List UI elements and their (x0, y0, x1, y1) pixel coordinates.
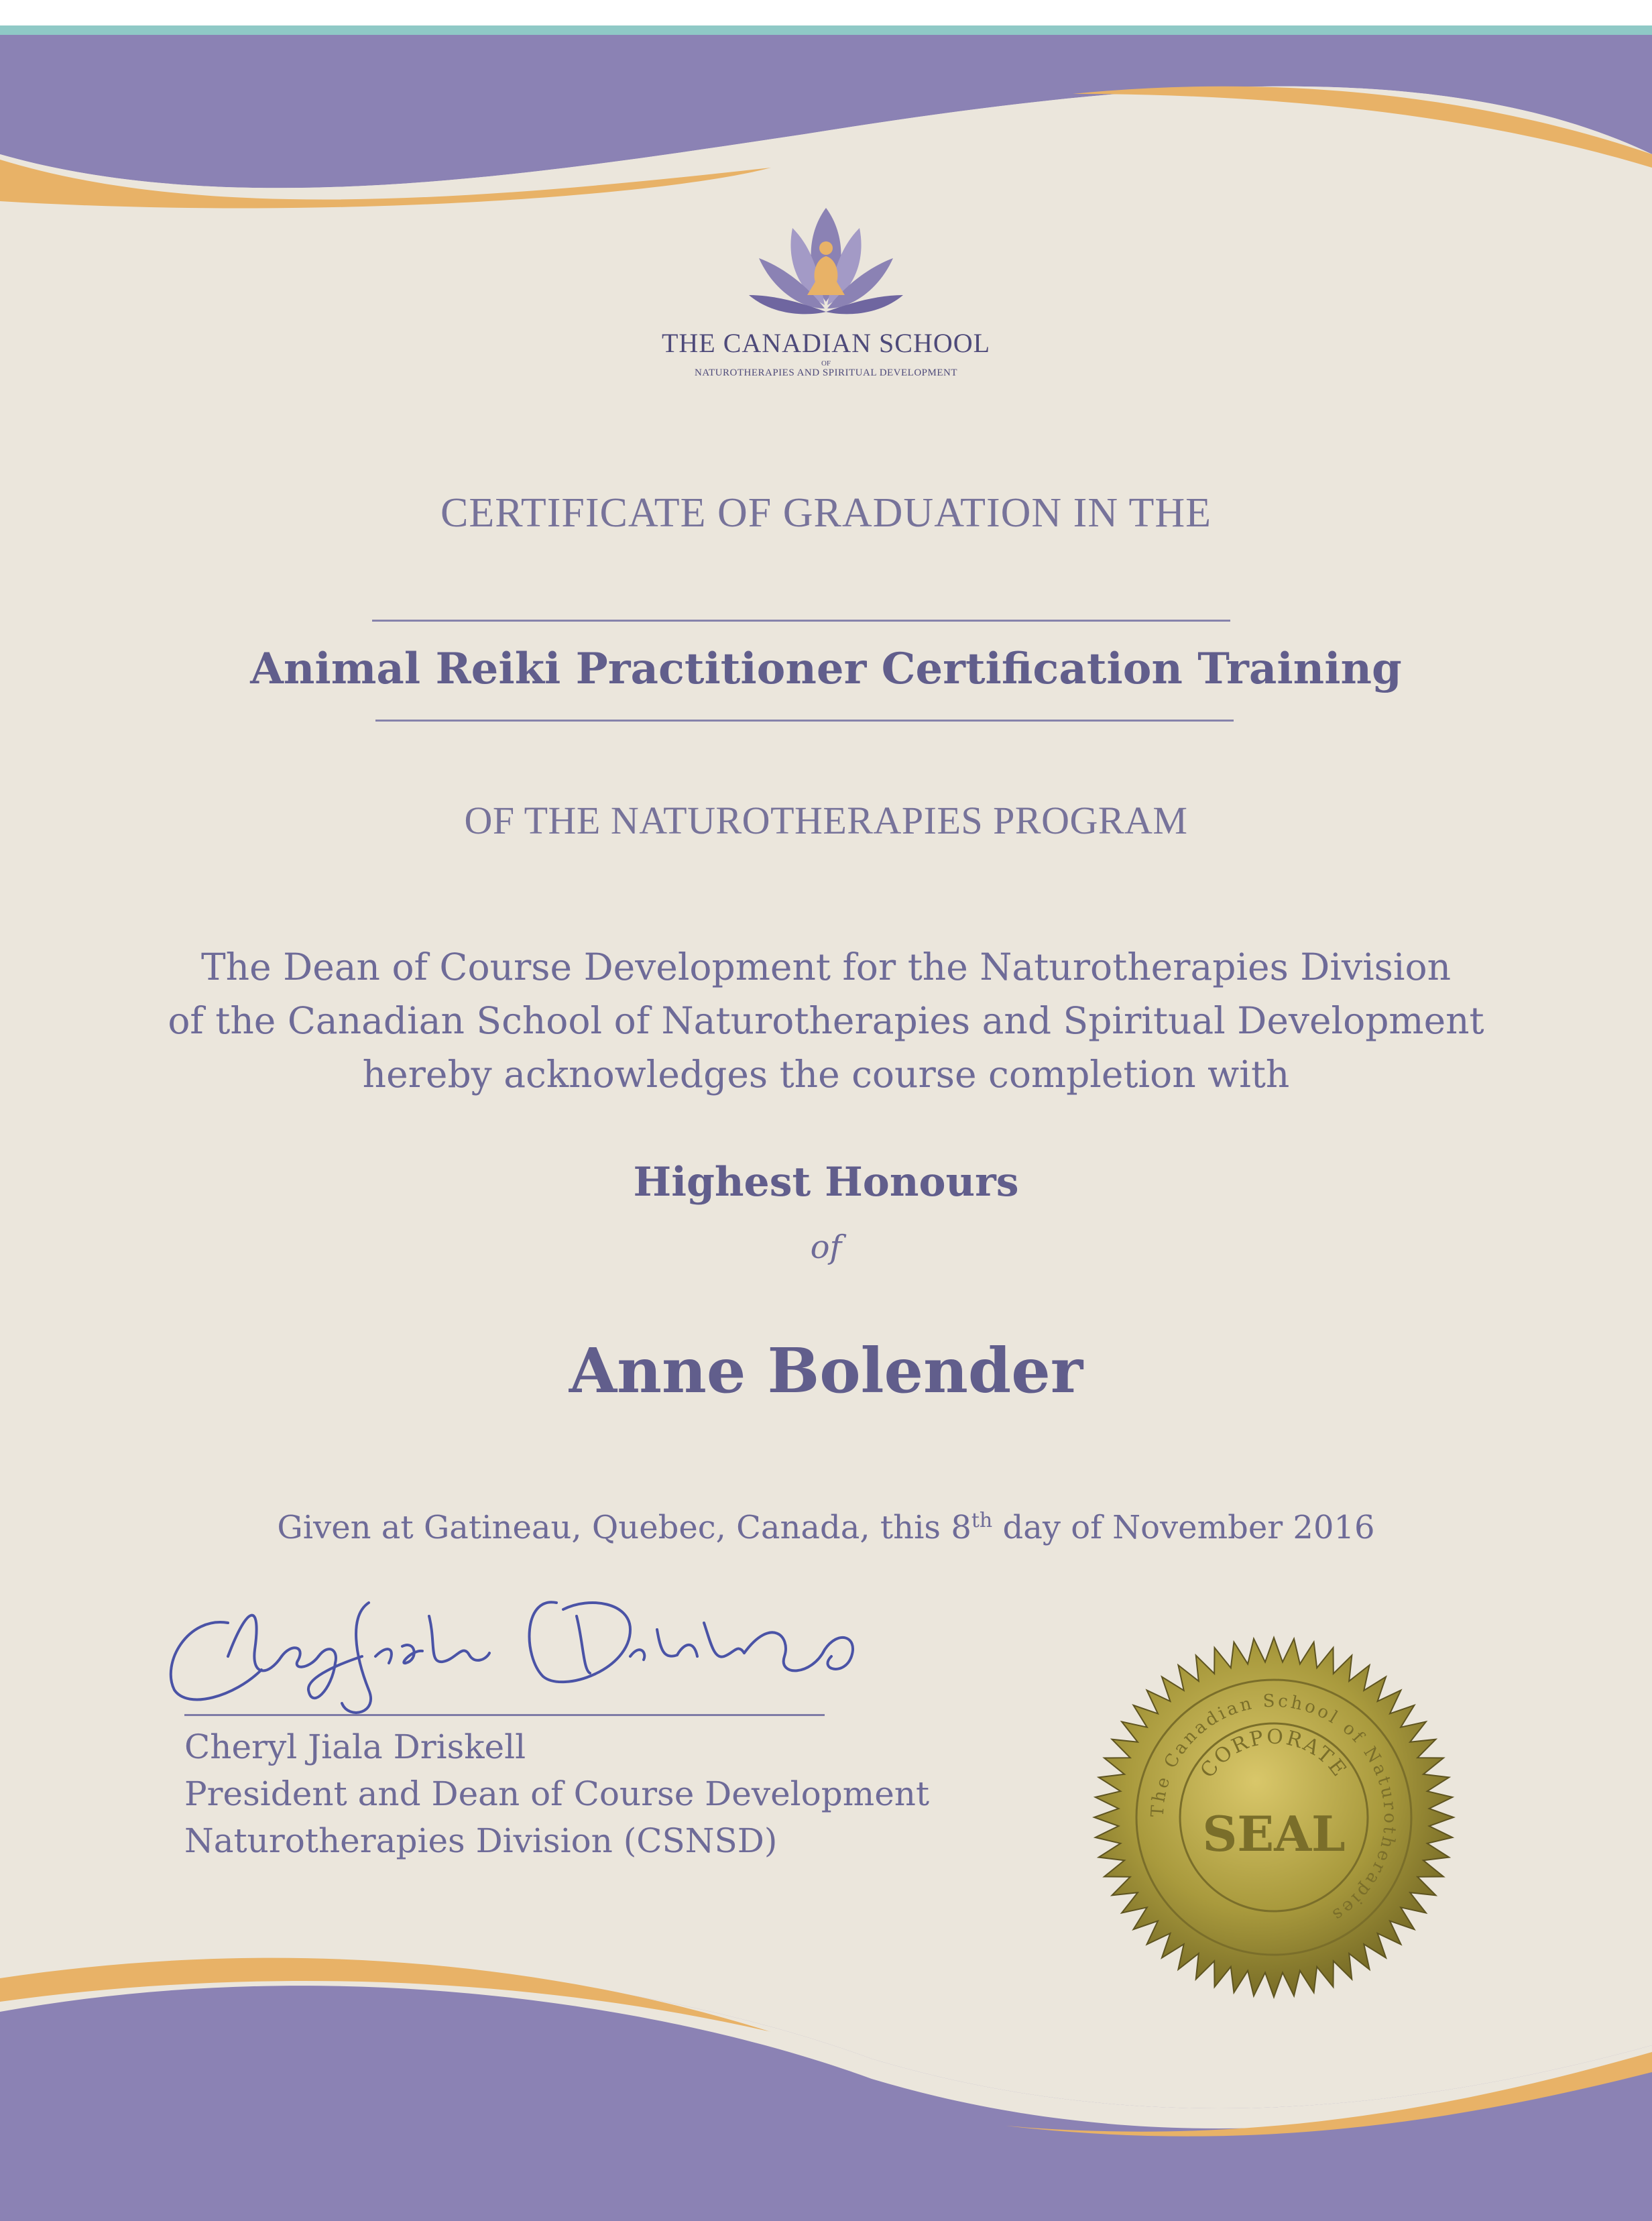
course-title: Animal Reiki Practitioner Certification Training (250, 644, 1402, 694)
school-name: THE CANADIAN SCHOOL (661, 328, 991, 358)
recipient-name: Anne Bolender (569, 1334, 1083, 1407)
signature-line (184, 1714, 825, 1716)
acknowledgement-line: The Dean of Course Development for the Naturotherapies Division (200, 946, 1452, 988)
course-bottom-rule (375, 720, 1234, 722)
acknowledgement-line: of the Canadian School of Naturotherapies and Spiritual Development (168, 999, 1484, 1042)
gold-seal-icon (1086, 1630, 1462, 2005)
school-logo (0, 201, 1652, 379)
signer-title: President and Dean of Course Development (184, 1774, 930, 1813)
lotus-meditation-icon (746, 201, 906, 322)
handwritten-signature-icon (148, 1576, 885, 1723)
acknowledgement-line: hereby acknowledges the course completion with (362, 1053, 1290, 1096)
given-text-after: day of November 2016 (992, 1509, 1375, 1546)
signer-name: Cheryl Jiala Driskell (184, 1727, 526, 1766)
seal-center-text: SEAL (1202, 1805, 1346, 1862)
certificate-heading: CERTIFICATE OF GRADUATION IN THE (440, 490, 1212, 536)
seal-top-text: CORPORATE (1195, 1725, 1352, 1782)
school-name-of: OF (821, 359, 831, 367)
of-connector: of (810, 1229, 842, 1266)
school-subtitle: NATUROTHERAPIES AND SPIRITUAL DEVELOPMENT (694, 367, 958, 378)
given-text-before: Given at Gatineau, Quebec, Canada, this 8 (277, 1509, 971, 1546)
signer-division: Naturotherapies Division (CSNSD) (184, 1821, 778, 1860)
program-name: OF THE NATUROTHERAPIES PROGRAM (464, 799, 1188, 842)
course-top-rule (372, 620, 1230, 622)
honours-level: Highest Honours (633, 1159, 1019, 1206)
acknowledgement-text (0, 940, 1652, 1101)
seal-ring-text: The Canadian School of Naturotherapies (1147, 1691, 1401, 1927)
day-suffix: th (971, 1509, 993, 1532)
given-date-line (0, 1509, 1652, 1546)
signer-block (184, 1723, 929, 1864)
